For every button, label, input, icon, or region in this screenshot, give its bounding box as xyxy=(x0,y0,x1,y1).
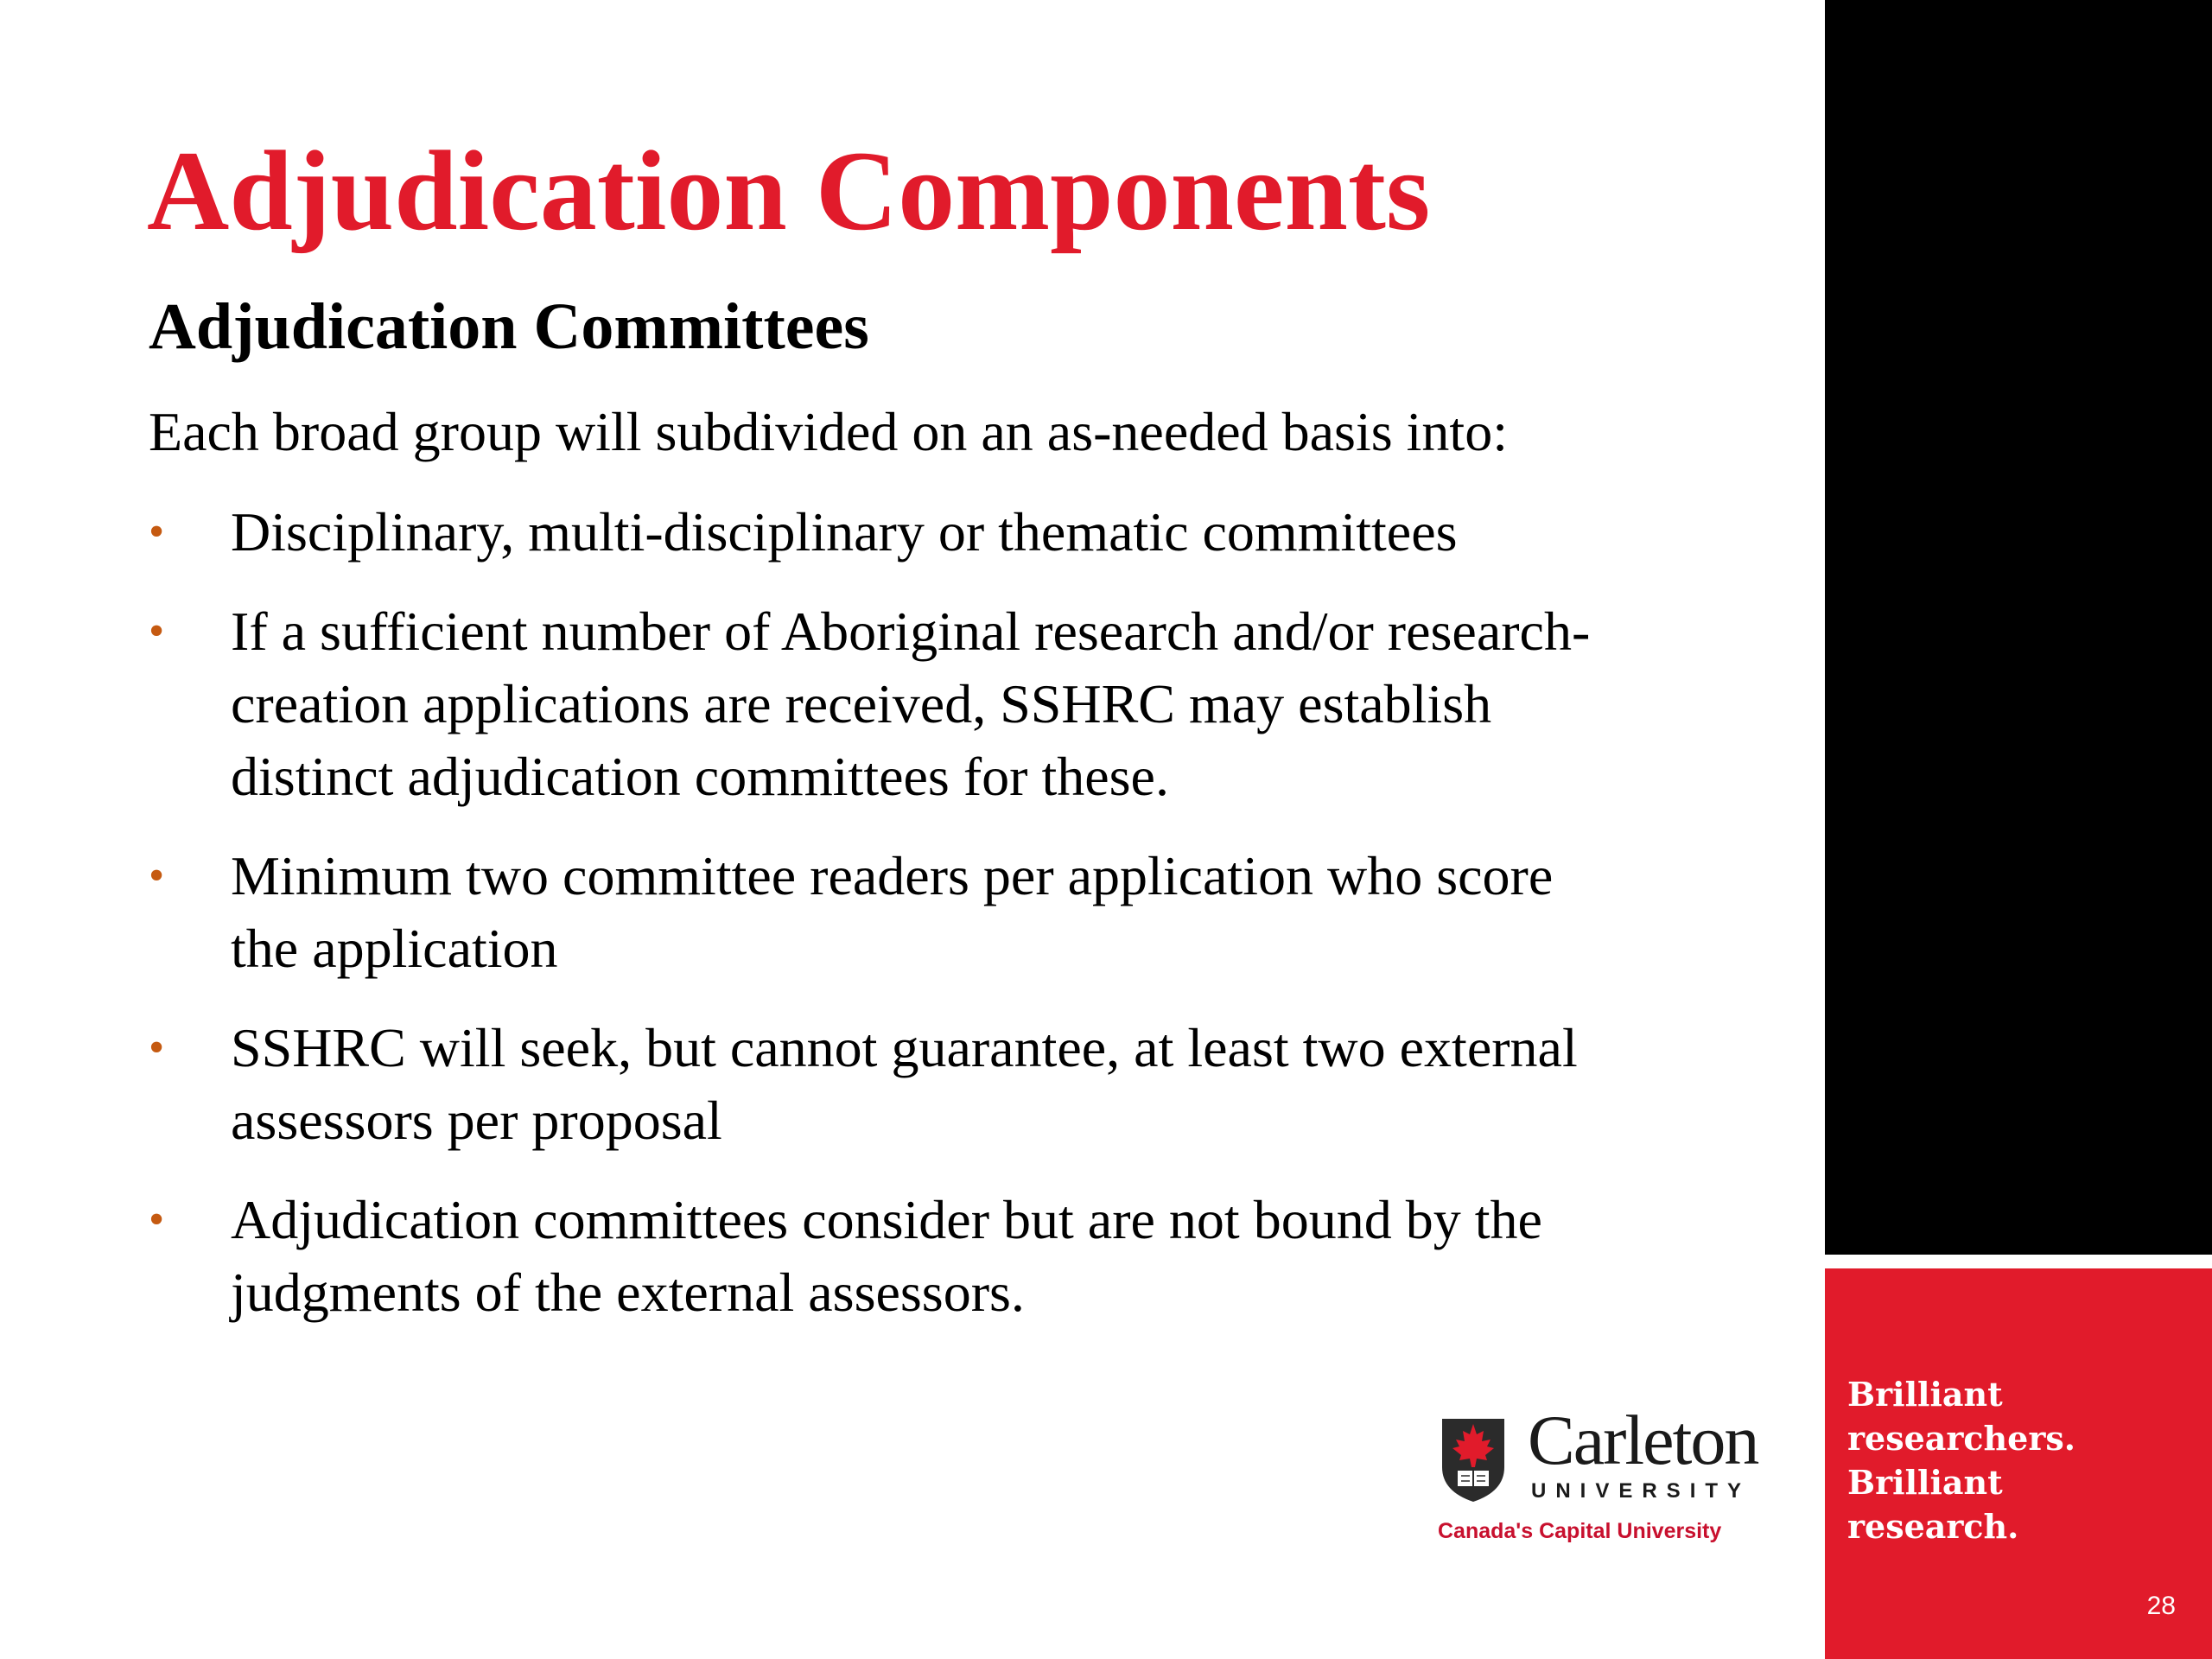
bullet-text: Disciplinary, multi-disciplinary or thematic committees xyxy=(231,501,1458,563)
bullet-text: assessors per proposal xyxy=(231,1090,722,1151)
tagline-line: researchers. xyxy=(1847,1419,2075,1458)
bullet-item xyxy=(149,1012,1790,1157)
bullet-icon: • xyxy=(149,1023,165,1072)
bullet-text: the application xyxy=(231,918,558,979)
bullet-text: creation applications are received, SSHRC may establish xyxy=(231,673,1492,734)
slide-subtitle: Adjudication Committees xyxy=(149,290,869,363)
bullet-item xyxy=(149,1184,1790,1329)
logo-university: UNIVERSITY xyxy=(1531,1479,1751,1503)
bullet-icon: • xyxy=(149,1195,165,1244)
bullet-text: judgments of the external assessors. xyxy=(231,1262,1025,1323)
shield-maple-leaf-icon xyxy=(1439,1415,1508,1503)
bullet-icon: • xyxy=(149,851,165,900)
carleton-logo xyxy=(1434,1401,1789,1555)
intro-text: Each broad group will subdivided on an as-needed basis into: xyxy=(149,401,1508,462)
bullet-item xyxy=(149,840,1790,985)
bullet-item xyxy=(149,496,1790,569)
bullet-text: Minimum two committee readers per application who score xyxy=(231,845,1554,906)
bullet-icon: • xyxy=(149,607,165,656)
bullet-text: distinct adjudication committees for these. xyxy=(231,746,1169,807)
bullet-icon: • xyxy=(149,507,165,556)
tagline xyxy=(1847,1372,2193,1548)
logo-wordmark: Carleton xyxy=(1528,1401,1758,1479)
bullet-text: SSHRC will seek, but cannot guarantee, at least two external xyxy=(231,1017,1578,1078)
logo-motto: Canada's Capital University xyxy=(1438,1519,1722,1543)
slide-title: Adjudication Components xyxy=(147,127,1431,254)
tagline-line: Brilliant xyxy=(1847,1463,2003,1502)
bullet-text: If a sufficient number of Aboriginal research and/or research- xyxy=(231,601,1591,662)
tagline-line: research. xyxy=(1847,1507,2019,1546)
bullet-list xyxy=(149,496,1790,1356)
tagline-line: Brilliant xyxy=(1847,1375,2003,1414)
side-panel-black xyxy=(1825,0,2212,1255)
page-number: 28 xyxy=(2146,1592,2176,1620)
bullet-text: Adjudication committees consider but are not bound by the xyxy=(231,1189,1542,1250)
bullet-item xyxy=(149,595,1790,813)
